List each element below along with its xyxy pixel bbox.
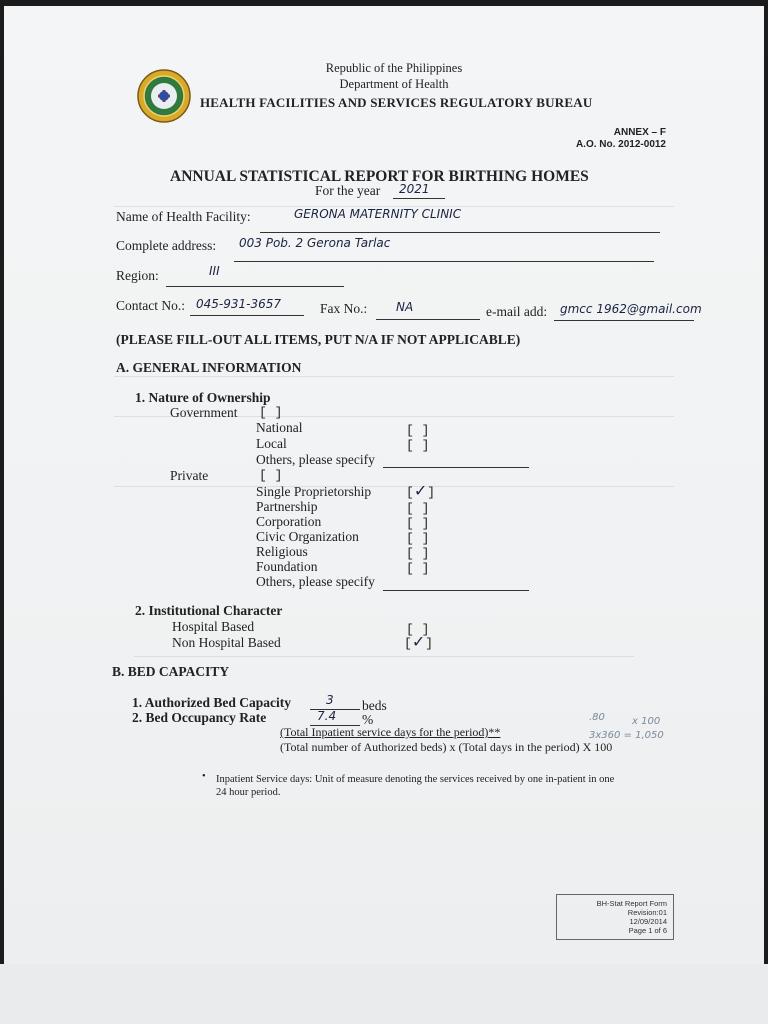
national-label: National xyxy=(256,420,303,435)
section-b-heading: B. BED CAPACITY xyxy=(112,664,230,679)
local-checkbox[interactable]: [ ] xyxy=(406,438,430,453)
box-close: ] xyxy=(427,485,436,500)
doh-seal-icon xyxy=(136,68,192,124)
civic-label: Civic Organization xyxy=(256,529,359,544)
margin-calc-2: x 100 xyxy=(632,716,661,727)
box-open: [ xyxy=(406,485,414,500)
facility-name-value: GERONA MATERNITY CLINIC xyxy=(294,207,462,221)
ao-number: A.O. No. 2012-0012 xyxy=(575,139,666,150)
partnership-checkbox[interactable]: [ ] xyxy=(406,501,430,516)
single-prop-checkbox[interactable] xyxy=(406,481,435,501)
partnership-label: Partnership xyxy=(256,499,318,514)
authorized-bed-value: 3 xyxy=(326,693,334,707)
non-hospital-based-label: Non Hospital Based xyxy=(172,635,281,650)
year-label: For the year xyxy=(315,183,381,198)
religious-checkbox[interactable]: [ ] xyxy=(406,546,430,561)
margin-calc-3: 3x360 = 1,050 xyxy=(589,730,664,741)
address-label: Complete address: xyxy=(116,238,217,253)
address-underline xyxy=(234,261,654,262)
email-label: e-mail add: xyxy=(486,304,548,319)
occupancy-value: 7.4 xyxy=(317,709,337,723)
local-label: Local xyxy=(256,436,287,451)
facility-name-underline xyxy=(260,232,660,233)
contact-underline xyxy=(190,315,304,316)
form-page xyxy=(4,6,764,964)
stamp-page: Page 1 of 6 xyxy=(628,926,667,935)
footnote-text-2: 24 hour period. xyxy=(216,787,281,798)
bleed-line xyxy=(134,656,634,657)
contact-label: Contact No.: xyxy=(116,298,185,313)
corporation-checkbox[interactable]: [ ] xyxy=(406,516,430,531)
scanner-bed-bottom xyxy=(0,964,768,1024)
contact-value: 045-931-3657 xyxy=(196,297,282,311)
authorized-bed-label: 1. Authorized Bed Capacity xyxy=(132,695,292,710)
occupancy-label: 2. Bed Occupancy Rate xyxy=(132,710,267,725)
fax-label: Fax No.: xyxy=(320,301,368,316)
beds-unit: beds xyxy=(362,698,387,713)
gov-others-underline xyxy=(383,467,529,468)
foundation-label: Foundation xyxy=(256,559,318,574)
email-value: gmcc 1962@gmail.com xyxy=(560,302,702,316)
footnote-bullet: • xyxy=(202,771,206,782)
stamp-form: BH-Stat Report Form xyxy=(596,899,667,908)
box-close: ] xyxy=(425,636,434,651)
instruction-text: (PLEASE FILL-OUT ALL ITEMS, PUT N/A IF NOT APPLICABLE) xyxy=(116,332,521,347)
stamp-date: 12/09/2014 xyxy=(629,917,667,926)
government-checkbox[interactable]: [ ] xyxy=(259,405,283,420)
margin-calc-1: .80 xyxy=(589,712,605,723)
year-value: 2021 xyxy=(399,182,430,196)
religious-label: Religious xyxy=(256,544,308,559)
email-underline xyxy=(554,320,694,321)
facility-name-label: Name of Health Facility: xyxy=(116,209,251,224)
region-value: III xyxy=(209,264,220,278)
formula-denominator: (Total number of Authorized beds) x (Total days in the period) X 100 xyxy=(280,740,613,754)
private-others-label: Others, please specify xyxy=(256,574,375,589)
fax-value: NA xyxy=(396,300,414,314)
national-checkbox[interactable]: [ ] xyxy=(406,423,430,438)
header-department: Department of Health xyxy=(339,77,449,91)
single-prop-label: Single Proprietorship xyxy=(256,484,372,499)
ownership-heading: 1. Nature of Ownership xyxy=(135,390,271,405)
formula-numerator: (Total Inpatient service days for the period)** xyxy=(280,725,501,739)
address-value: 003 Pob. 2 Gerona Tarlac xyxy=(239,236,391,250)
report-title: ANNUAL STATISTICAL REPORT FOR BIRTHING HOMES xyxy=(170,168,589,185)
private-label: Private xyxy=(170,468,209,483)
private-others-underline xyxy=(383,590,529,591)
stamp-revision: Revision:01 xyxy=(627,908,667,917)
bleed-line xyxy=(114,376,674,377)
corporation-label: Corporation xyxy=(256,514,322,529)
header-bureau: HEALTH FACILITIES AND SERVICES REGULATORY BUREAU xyxy=(200,95,593,110)
hospital-based-checkbox[interactable]: [ ] xyxy=(406,622,430,637)
percent-sign: % xyxy=(362,712,374,727)
year-underline xyxy=(393,198,445,199)
private-checkbox[interactable]: [ ] xyxy=(259,468,283,483)
fax-underline xyxy=(376,319,480,320)
checkmark-icon: ✓ xyxy=(411,632,426,651)
header-republic: Republic of the Philippines xyxy=(325,61,463,75)
region-label: Region: xyxy=(116,268,159,283)
section-a-heading: A. GENERAL INFORMATION xyxy=(116,360,302,375)
revision-stamp xyxy=(556,894,674,940)
foundation-checkbox[interactable]: [ ] xyxy=(406,561,430,576)
annex-label: ANNEX – F xyxy=(613,127,666,138)
gov-others-label: Others, please specify xyxy=(256,452,375,467)
non-hospital-based-checkbox[interactable] xyxy=(404,632,433,652)
civic-checkbox[interactable]: [ ] xyxy=(406,531,430,546)
region-underline xyxy=(166,286,344,287)
footnote-text-1: Inpatient Service days: Unit of measure denoting the services received by one in-patient in one xyxy=(216,774,615,785)
bleed-line xyxy=(114,486,674,487)
government-label: Government xyxy=(170,405,238,420)
institutional-heading: 2. Institutional Character xyxy=(135,603,283,618)
hospital-based-label: Hospital Based xyxy=(172,619,255,634)
box-open: [ xyxy=(404,636,412,651)
checkmark-icon: ✓ xyxy=(413,481,428,500)
